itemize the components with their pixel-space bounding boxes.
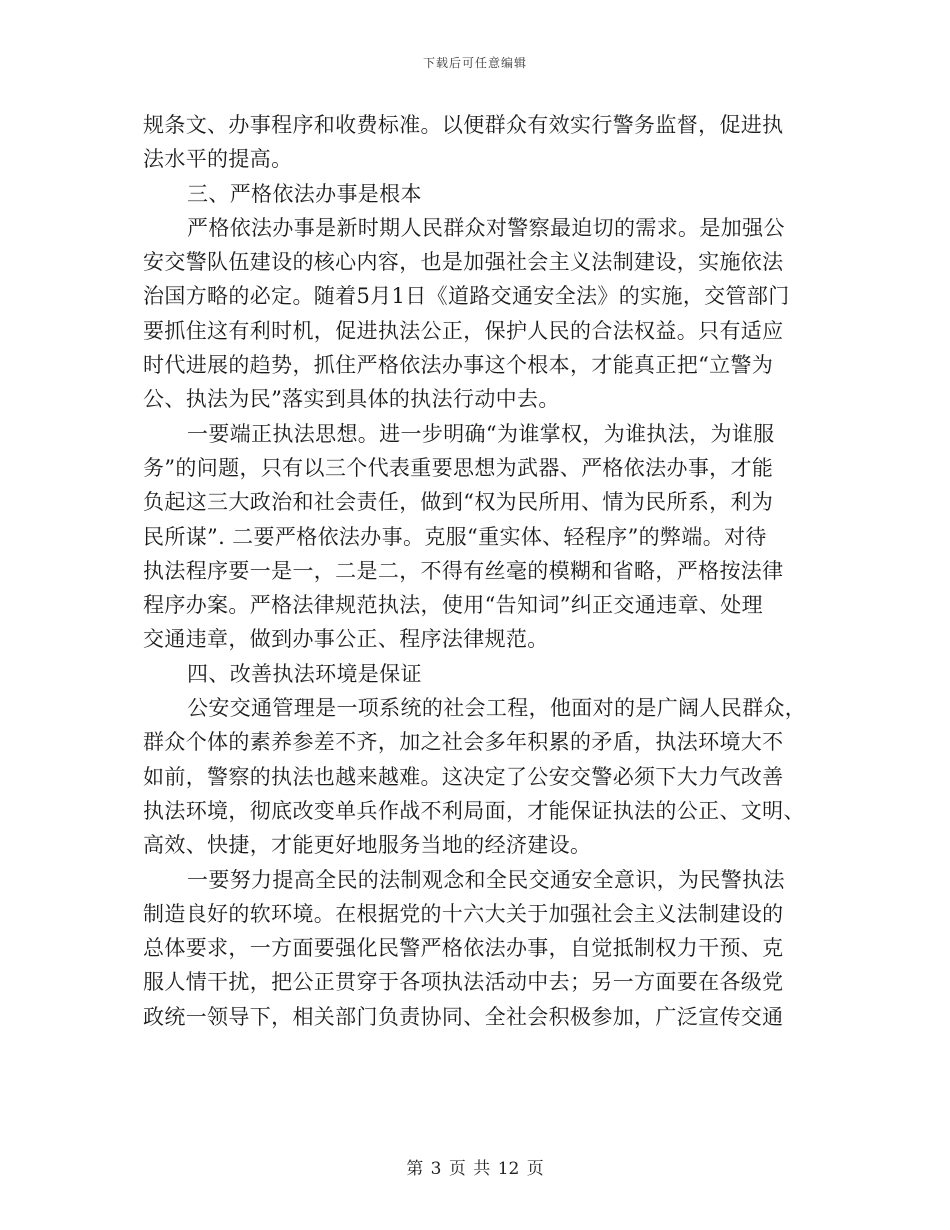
body-line: 服人情干扰，把公正贯穿于各项执法活动中去；另一方面要在各级党 — [143, 970, 784, 995]
body-line: 规条文、办事程序和收费标准。以便群众有效实行警务监督，促进执 — [143, 113, 784, 137]
document-body — [143, 108, 811, 1034]
body-line: 务”的问题，只有以三个代表重要思想为武器、严格依法办事，才能 — [143, 455, 774, 480]
body-line: 总体要求，一方面要强化民警严格依法办事，自觉抵制权力干预、克 — [143, 936, 784, 961]
section-heading: 四、改善执法环境是保证 — [187, 661, 422, 686]
page-number-footer: 第 3 页 共 12 页 — [406, 1159, 544, 1179]
body-line: 如前，警察的执法也越来越难。这决定了公安交警必须下大力气改善 — [143, 764, 784, 789]
body-line: 公安交通管理是一项系统的社会工程，他面对的是广阔人民群众， — [187, 696, 807, 721]
section-heading: 三、严格依法办事是根本 — [187, 181, 422, 206]
body-line: 安交警队伍建设的核心内容，也是加强社会主义法制建设，实施依法 — [143, 250, 784, 275]
body-line: 程序办案。严格法律规范执法，使用“告知词”纠正交通违章、处理 — [143, 593, 763, 618]
body-line: 公、执法为民”落实到具体的执法行动中去。 — [143, 387, 560, 412]
body-line: 民所谋”. 二要严格依法办事。克服“重实体、轻程序”的弊端。对待 — [143, 524, 767, 549]
body-line: 交通违章，做到办事公正、程序法律规范。 — [143, 627, 549, 652]
body-line: 执法环境，彻底改变单兵作战不利局面，才能保证执法的公正、文明、 — [143, 798, 805, 823]
body-line: 制造良好的软环境。在根据党的十六大关于加强社会主义法制建设的 — [143, 901, 784, 926]
body-line: 一要端正执法思想。进一步明确“为谁掌权，为谁执法，为谁服 — [187, 421, 775, 446]
body-line: 负起这三大政治和社会责任，做到“权为民所用、情为民所系，利为 — [143, 490, 774, 515]
body-line: 政统一领导下，相关部门负责协同、全社会积极参加，广泛宣传交通 — [143, 1004, 784, 1029]
body-line: 治国方略的必定。随着5月1日《道路交通安全法》的实施，交管部门 — [143, 284, 790, 309]
body-line: 法水平的提高。 — [143, 147, 293, 172]
body-line: 时代进展的趋势，抓住严格依法办事这个根本，才能真正把“立警为 — [143, 353, 774, 378]
page-header-note: 下载后可任意编辑 — [422, 56, 527, 70]
body-line: 严格依法办事是新时期人民群众对警察最迫切的需求。是加强公 — [187, 215, 785, 240]
body-line: 高效、快捷，才能更好地服务当地的经济建设。 — [143, 833, 592, 858]
body-line: 要抓住这有利时机，促进执法公正，保护人民的合法权益。只有适应 — [143, 318, 784, 343]
body-line: 一要努力提高全民的法制观念和全民交通安全意识，为民警执法 — [187, 867, 785, 892]
body-line: 执法程序要一是一，二是二，不得有丝毫的模糊和省略，严格按法律 — [143, 558, 784, 583]
body-line: 群众个体的素养参差不齐，加之社会多年积累的矛盾，执法环境大不 — [143, 730, 784, 755]
